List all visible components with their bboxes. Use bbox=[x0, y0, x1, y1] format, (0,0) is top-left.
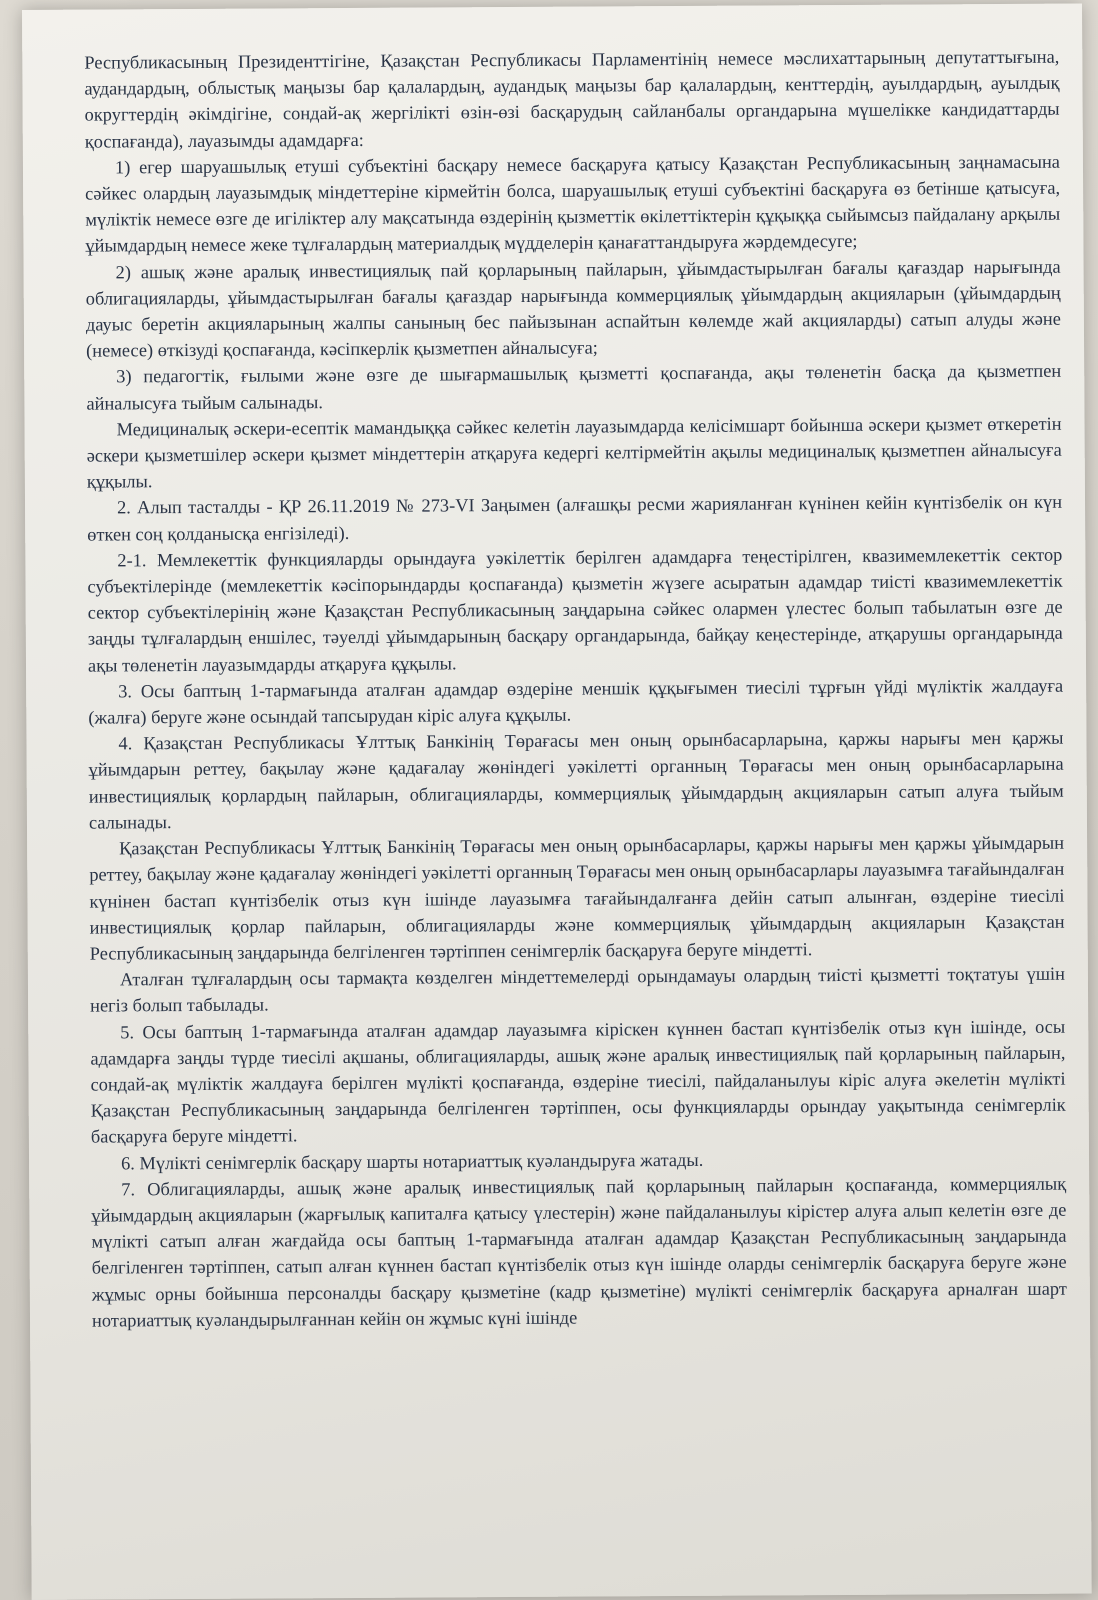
paragraph-item-2: 2) ашық және аралық инвестициялық пай қорларының пайларын, ұйымдастырылған бағалы қағаздар нарығында облигацияларды, ұйымдастырылған бағалы қағаздар нарығында коммерциялық ұйымдардың акцияларын (ұйымдардың дауыс беретін акцияларының жалпы санының бес пайызынан аспайтын көлемде жай акцияларды) сатып алуды және (немесе) өткізуді қоспағанда, кәсіпкерлік қызметпен айналысуға; bbox=[85, 256, 1061, 361]
paragraph-item-1: 1) егер шаруашылық етуші субъектіні басқару немесе басқаруға қатысу Қазақстан Республикасының заңнамасына сәйкес олардың лауазымдық міндеттеріне кірмейтін болса, шаруашылық етуші субъектіні басқаруға өз бетінше қатысуға, мүліктік немесе өзге де игіліктер алу мақсатында өздерінің қызметтік өкілеттіктерін құқыққа сыйымсыз пайдалану арқылы ұйымдардың немесе жеке тұлғалардың материалдық мүдделерін қанағаттандыруға жәрдемдесуге; bbox=[85, 151, 1061, 257]
paper-sheet bbox=[22, 4, 1092, 1600]
paragraph-point-4-cont: Қазақстан Республикасы Ұлттық Банкінің Төрағасы мен оның орынбасарлары, қаржы нарығы мен қаржы ұйымдарын реттеу, бақылау және қадағалау жөніндегі уәкілетті органның Төрағасы мен оның орынбасарлары лауазымға тағайындалған күнінен бастап күнтізбелік отыз күн ішінде лауазымға тағайындалғанға дейін сатып алынған, өздеріне тиесілі инвестициялық қорлар пайларын, облигацияларды және коммерциялық ұйымдардың акцияларын Қазақстан Республикасының заңдарында белгіленген тәртіппен сенімгерлік басқаруға беруге міндетті. bbox=[89, 832, 1065, 964]
paragraph-point-5: 5. Осы баптың 1-тармағында аталған адамдар лауазымға кіріскен күннен бастап күнтізбелік отыз күн ішінде, осы адамдарға заңды түрде тиесілі ақшаны, облигацияларды, ашық және аралық инвестициялық пай қорларының пайларын, сондай-ақ мүліктік жалдауға берілген мүлікті қоспағанда, өздеріне тиесілі, пайдаланылуы кіріс алуға әкелетін мүлікті Қазақстан Республикасының заңдарында белгіленген тәртіппен, осы функцияларды орындау уақытында сенімгерлік басқаруға беруге міндетті. bbox=[90, 1016, 1066, 1147]
paragraph-item-3: 3) педагогтік, ғылыми және өзге де шығармашылық қызметті қоспағанда, ақы төленетін басқа да қызметпен айналысуға тыйым салынады. bbox=[86, 361, 1062, 414]
paragraph-point-2-1: 2-1. Мемлекеттік функцияларды орындауға уәкілеттік берілген адамдарға теңестірілген, квазимемлекеттік сектор субъектілерінде (мемлекеттік кәсіпорындарды қоспағанда) қызметін жүзеге асыратын адамдар тиісті квазимемлекеттік сектор субъектілерінің және Қазақстан Республикасының заңдарына сәйкес олармен үлестес болып табылатын өзге де заңды тұлғалардың еншілес, тәуелді ұйымдарының басқару органдарында, байқау кеңестерінде, атқарушы органдарында ақы төленетін лауазымдарды атқаруға құқылы. bbox=[87, 544, 1063, 676]
paragraph-point-7: 7. Облигацияларды, ашық және аралық инвестициялық пай қорларының пайларын қоспағанда, коммерциялық ұйымдардың акцияларын (жарғылық капиталға қатысу үлестерін) және пайдаланылуы кірістер алуға алып келетін өзге де мүлікті сатып алған жағдайда осы баптың 1-тармағында аталған адамдар Қазақстан Республикасының заңдарында белгіленген тәртіппен, сатып алған күннен бастап күнтізбелік отыз күн ішінде оларды сенімгерлік басқаруға беруге және жұмыс орны бойынша персоналды басқару қызметіне (кадр қызметіне) мүлікті сенімгерлік басқаруға арналған шарт нотариаттық куәландырылғаннан кейін он жұмыс күні ішінде bbox=[91, 1173, 1067, 1331]
paragraph-medical: Медициналық әскери-есептік мамандыққа сәйкес келетін лауазымдарда келісімшарт бойынша әскери қызмет өткеретін әскери қызметшілер әскери қызмет міндеттерін атқаруға кедергі келтірмейтін ақылы медициналық қызметпен айналысуға құқылы. bbox=[86, 413, 1062, 492]
paragraph-point-4-grounds: Аталған тұлғалардың осы тармақта көзделген міндеттемелерді орындамауы олардың тиісті қызметті тоқтатуы үшін негіз болып табылады. bbox=[90, 963, 1065, 1016]
paragraph-point-2: 2. Алып тасталды - ҚР 26.11.2019 № 273-VI Заңымен (алғашқы ресми жарияланған күнінен кейін күнтізбелік он күн өткен соң қолданысқа енгізіледі). bbox=[87, 492, 1063, 545]
document-body bbox=[84, 44, 1067, 1334]
paragraph-point-6: 6. Мүлікті сенімгерлік басқару шарты нотариаттық куәландыруға жатады. bbox=[120, 1149, 704, 1173]
paragraph-intro: Республикасының Президенттігіне, Қазақстан Республикасы Парламентінің немесе мәслихаттарының депутаттығына, аудандардың, облыстық маңызы бар қалалардың, аудандық маңызы бар қалалардың, кенттердің, ауылдардың, ауылдық округтердің әкімдігіне, сондай-ақ жергілікті өзін-өзі басқарудың сайланбалы органдарына мүшелікке кандидаттарды қоспағанда), лауазымды адамдарға: bbox=[84, 46, 1060, 152]
paragraph-point-3: 3. Осы баптың 1-тармағында аталған адамдар өздеріне меншік құқығымен тиесілі тұрғын үйді мүліктік жалдауға (жалға) беруге және осындай тапсырудан кіріс алуға құқылы. bbox=[88, 675, 1064, 728]
paragraph-point-4: 4. Қазақстан Республикасы Ұлттық Банкінің Төрағасы мен оның орынбасарларына, қаржы нарығы мен қаржы ұйымдарын реттеу, бақылау және қадағалау жөніндегі уәкілетті органның Төрағасы мен оның орынбасарларына инвестициялық қорлардың пайларын, облигацияларды, коммерциялық ұйымдардың акцияларын сатып алуға тыйым салынады. bbox=[88, 727, 1064, 833]
